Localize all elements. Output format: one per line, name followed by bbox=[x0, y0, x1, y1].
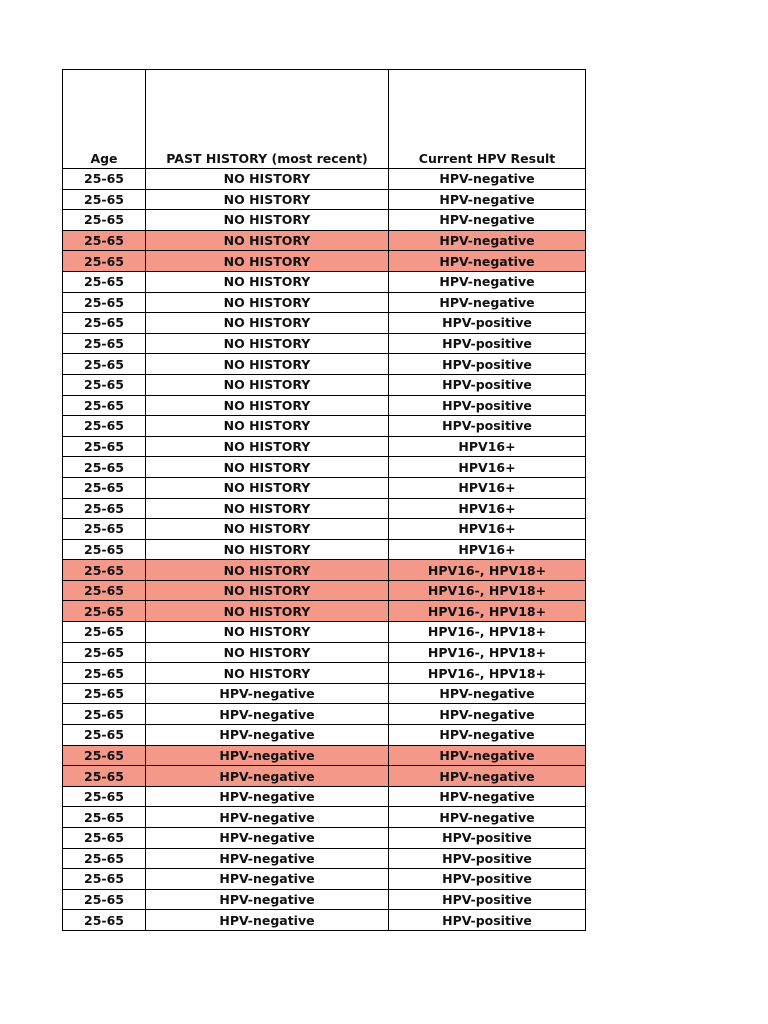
past-history-cell: NO HISTORY bbox=[146, 601, 389, 622]
table-row bbox=[63, 169, 586, 190]
past-history-cell: HPV-negative bbox=[146, 766, 389, 787]
table-row bbox=[63, 354, 586, 375]
age-cell: 25-65 bbox=[63, 230, 146, 251]
current-hpv-cell: HPV-negative bbox=[389, 704, 586, 725]
table-row bbox=[63, 477, 586, 498]
past-history-cell: HPV-negative bbox=[146, 848, 389, 869]
table-row bbox=[63, 642, 586, 663]
age-cell: 25-65 bbox=[63, 828, 146, 849]
age-cell: 25-65 bbox=[63, 725, 146, 746]
age-cell: 25-65 bbox=[63, 580, 146, 601]
table-row bbox=[63, 313, 586, 334]
current-hpv-cell: HPV-positive bbox=[389, 848, 586, 869]
past-history-cell: NO HISTORY bbox=[146, 354, 389, 375]
current-hpv-cell: HPV-positive bbox=[389, 828, 586, 849]
past-history-cell: NO HISTORY bbox=[146, 189, 389, 210]
age-cell: 25-65 bbox=[63, 869, 146, 890]
age-cell: 25-65 bbox=[63, 395, 146, 416]
current-hpv-cell: HPV-positive bbox=[389, 869, 586, 890]
table-row-highlighted bbox=[63, 745, 586, 766]
past-history-cell: NO HISTORY bbox=[146, 251, 389, 272]
hpv-screening-table bbox=[62, 69, 586, 931]
current-hpv-cell: HPV-positive bbox=[389, 354, 586, 375]
past-history-cell: NO HISTORY bbox=[146, 642, 389, 663]
table-row-highlighted bbox=[63, 251, 586, 272]
current-hpv-cell: HPV16-, HPV18+ bbox=[389, 642, 586, 663]
current-hpv-cell: HPV16+ bbox=[389, 477, 586, 498]
past-history-cell: NO HISTORY bbox=[146, 416, 389, 437]
table-row bbox=[63, 807, 586, 828]
current-hpv-cell: HPV16+ bbox=[389, 436, 586, 457]
current-hpv-cell: HPV16-, HPV18+ bbox=[389, 622, 586, 643]
age-cell: 25-65 bbox=[63, 313, 146, 334]
current-hpv-cell: HPV-positive bbox=[389, 333, 586, 354]
age-cell: 25-65 bbox=[63, 745, 146, 766]
table-row bbox=[63, 539, 586, 560]
table-row bbox=[63, 848, 586, 869]
age-cell: 25-65 bbox=[63, 642, 146, 663]
age-cell: 25-65 bbox=[63, 416, 146, 437]
age-cell: 25-65 bbox=[63, 271, 146, 292]
table-row-highlighted bbox=[63, 766, 586, 787]
age-cell: 25-65 bbox=[63, 539, 146, 560]
age-cell: 25-65 bbox=[63, 457, 146, 478]
table-row bbox=[63, 374, 586, 395]
table-row bbox=[63, 189, 586, 210]
past-history-cell: NO HISTORY bbox=[146, 395, 389, 416]
current-hpv-cell: HPV-negative bbox=[389, 725, 586, 746]
age-cell: 25-65 bbox=[63, 848, 146, 869]
age-cell: 25-65 bbox=[63, 766, 146, 787]
past-history-cell: HPV-negative bbox=[146, 745, 389, 766]
current-hpv-cell: HPV16+ bbox=[389, 457, 586, 478]
past-history-cell: NO HISTORY bbox=[146, 519, 389, 540]
current-hpv-cell: HPV16-, HPV18+ bbox=[389, 560, 586, 581]
past-history-cell: NO HISTORY bbox=[146, 498, 389, 519]
past-history-cell: NO HISTORY bbox=[146, 580, 389, 601]
past-history-cell: HPV-negative bbox=[146, 828, 389, 849]
current-hpv-cell: HPV16+ bbox=[389, 519, 586, 540]
age-cell: 25-65 bbox=[63, 333, 146, 354]
table-row bbox=[63, 622, 586, 643]
past-history-cell: NO HISTORY bbox=[146, 374, 389, 395]
table-row bbox=[63, 436, 586, 457]
table-row-highlighted bbox=[63, 601, 586, 622]
past-history-cell: NO HISTORY bbox=[146, 333, 389, 354]
current-hpv-cell: HPV-positive bbox=[389, 889, 586, 910]
current-hpv-cell: HPV-negative bbox=[389, 189, 586, 210]
past-history-cell: NO HISTORY bbox=[146, 560, 389, 581]
table-row bbox=[63, 210, 586, 231]
table-row bbox=[63, 910, 586, 931]
current-hpv-cell: HPV16-, HPV18+ bbox=[389, 601, 586, 622]
current-hpv-cell: HPV-negative bbox=[389, 807, 586, 828]
current-hpv-cell: HPV-positive bbox=[389, 374, 586, 395]
past-history-cell: HPV-negative bbox=[146, 889, 389, 910]
table-row bbox=[63, 869, 586, 890]
table-row bbox=[63, 704, 586, 725]
past-history-cell: NO HISTORY bbox=[146, 663, 389, 684]
past-history-cell: HPV-negative bbox=[146, 786, 389, 807]
past-history-cell: HPV-negative bbox=[146, 910, 389, 931]
table-row bbox=[63, 663, 586, 684]
past-history-cell: NO HISTORY bbox=[146, 622, 389, 643]
current-hpv-cell: HPV16+ bbox=[389, 539, 586, 560]
past-history-cell: NO HISTORY bbox=[146, 230, 389, 251]
current-hpv-cell: HPV-positive bbox=[389, 910, 586, 931]
table-row bbox=[63, 786, 586, 807]
header-row bbox=[63, 70, 586, 169]
age-cell: 25-65 bbox=[63, 169, 146, 190]
age-cell: 25-65 bbox=[63, 374, 146, 395]
age-cell: 25-65 bbox=[63, 786, 146, 807]
age-cell: 25-65 bbox=[63, 910, 146, 931]
column-header-age: Age bbox=[63, 70, 146, 169]
table-row bbox=[63, 683, 586, 704]
current-hpv-cell: HPV-negative bbox=[389, 683, 586, 704]
table-row-highlighted bbox=[63, 230, 586, 251]
current-hpv-cell: HPV-negative bbox=[389, 230, 586, 251]
table-row bbox=[63, 395, 586, 416]
table-row-highlighted bbox=[63, 580, 586, 601]
table-row-highlighted bbox=[63, 560, 586, 581]
past-history-cell: NO HISTORY bbox=[146, 271, 389, 292]
age-cell: 25-65 bbox=[63, 622, 146, 643]
age-cell: 25-65 bbox=[63, 663, 146, 684]
age-cell: 25-65 bbox=[63, 519, 146, 540]
past-history-cell: NO HISTORY bbox=[146, 313, 389, 334]
age-cell: 25-65 bbox=[63, 210, 146, 231]
past-history-cell: NO HISTORY bbox=[146, 539, 389, 560]
age-cell: 25-65 bbox=[63, 354, 146, 375]
current-hpv-cell: HPV-positive bbox=[389, 395, 586, 416]
current-hpv-cell: HPV-negative bbox=[389, 169, 586, 190]
table-row bbox=[63, 292, 586, 313]
past-history-cell: HPV-negative bbox=[146, 725, 389, 746]
past-history-cell: HPV-negative bbox=[146, 683, 389, 704]
current-hpv-cell: HPV-negative bbox=[389, 292, 586, 313]
table-body bbox=[63, 169, 586, 931]
past-history-cell: NO HISTORY bbox=[146, 210, 389, 231]
table-row bbox=[63, 498, 586, 519]
age-cell: 25-65 bbox=[63, 292, 146, 313]
age-cell: 25-65 bbox=[63, 704, 146, 725]
age-cell: 25-65 bbox=[63, 436, 146, 457]
current-hpv-cell: HPV16-, HPV18+ bbox=[389, 580, 586, 601]
age-cell: 25-65 bbox=[63, 189, 146, 210]
current-hpv-cell: HPV16-, HPV18+ bbox=[389, 663, 586, 684]
age-cell: 25-65 bbox=[63, 498, 146, 519]
age-cell: 25-65 bbox=[63, 601, 146, 622]
current-hpv-cell: HPV-positive bbox=[389, 416, 586, 437]
current-hpv-cell: HPV16+ bbox=[389, 498, 586, 519]
past-history-cell: NO HISTORY bbox=[146, 436, 389, 457]
past-history-cell: NO HISTORY bbox=[146, 292, 389, 313]
age-cell: 25-65 bbox=[63, 477, 146, 498]
age-cell: 25-65 bbox=[63, 807, 146, 828]
table-row bbox=[63, 828, 586, 849]
table-row bbox=[63, 889, 586, 910]
table-row bbox=[63, 457, 586, 478]
current-hpv-cell: HPV-negative bbox=[389, 251, 586, 272]
current-hpv-cell: HPV-negative bbox=[389, 766, 586, 787]
past-history-cell: HPV-negative bbox=[146, 807, 389, 828]
age-cell: 25-65 bbox=[63, 889, 146, 910]
age-cell: 25-65 bbox=[63, 560, 146, 581]
past-history-cell: NO HISTORY bbox=[146, 477, 389, 498]
age-cell: 25-65 bbox=[63, 251, 146, 272]
table-row bbox=[63, 725, 586, 746]
current-hpv-cell: HPV-negative bbox=[389, 271, 586, 292]
table-header bbox=[63, 70, 586, 169]
past-history-cell: HPV-negative bbox=[146, 869, 389, 890]
table-row bbox=[63, 416, 586, 437]
past-history-cell: NO HISTORY bbox=[146, 457, 389, 478]
table-row bbox=[63, 271, 586, 292]
column-header-current-hpv-result: Current HPV Result bbox=[389, 70, 586, 169]
current-hpv-cell: HPV-negative bbox=[389, 210, 586, 231]
age-cell: 25-65 bbox=[63, 683, 146, 704]
past-history-cell: HPV-negative bbox=[146, 704, 389, 725]
current-hpv-cell: HPV-negative bbox=[389, 745, 586, 766]
table-row bbox=[63, 333, 586, 354]
current-hpv-cell: HPV-positive bbox=[389, 313, 586, 334]
current-hpv-cell: HPV-negative bbox=[389, 786, 586, 807]
past-history-cell: NO HISTORY bbox=[146, 169, 389, 190]
column-header-past-history: PAST HISTORY (most recent) bbox=[146, 70, 389, 169]
table-row bbox=[63, 519, 586, 540]
